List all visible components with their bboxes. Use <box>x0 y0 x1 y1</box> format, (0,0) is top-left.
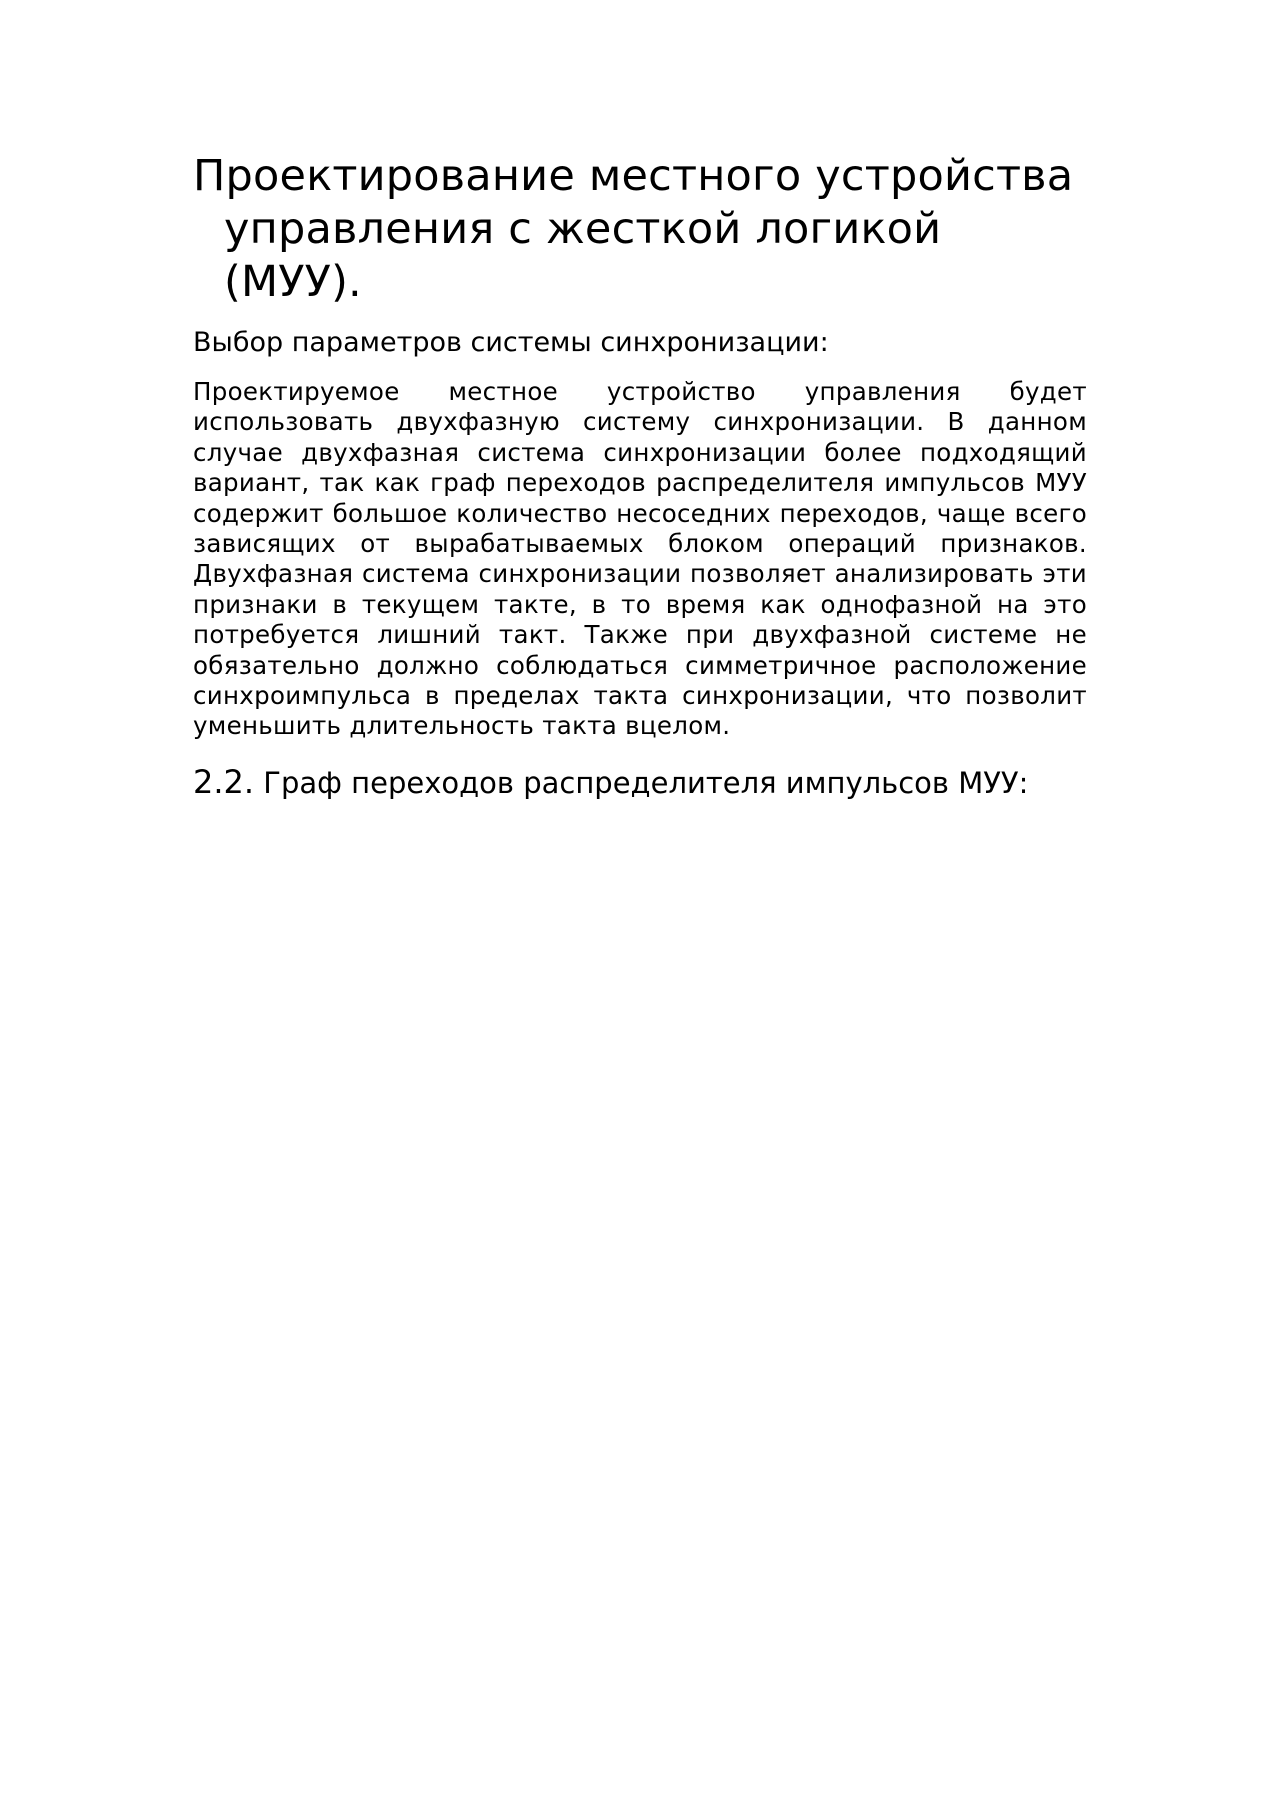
body-paragraph: Проектируемое местное устройство управления будет использовать двухфазную систему синхронизации. В данном случае двухфазная система синхронизации более подходящий вариант, так как граф переходов распределителя импульсов МУУ содержит большое количество несоседних переходов, чаще всего зависящих от вырабатываемых блоком операций признаков. Двухфазная система синхронизации позволяет анализировать эти признаки в текущем такте, в то время как однофазной на это потребуется лишний такт. Также при двухфазной системе не обязательно должно соблюдаться симметричное расположение синхроимпульса в пределах такта синхронизации, что позволит уменьшить длительность такта вцелом. <box>193 377 1087 741</box>
document-content <box>193 150 1087 803</box>
document-title-line-2: управления с жесткой логикой (МУУ). <box>224 204 942 307</box>
document-title <box>193 150 1087 309</box>
section-heading: Выбор параметров системы синхронизации: <box>193 327 829 358</box>
subsection-number: 2.2. <box>193 762 255 801</box>
subsection-heading <box>193 762 1087 803</box>
document-title-line-1: Проектирование местного устройства <box>193 151 1074 201</box>
subsection-title: Граф переходов распределителя импульсов МУУ: <box>263 765 1029 800</box>
